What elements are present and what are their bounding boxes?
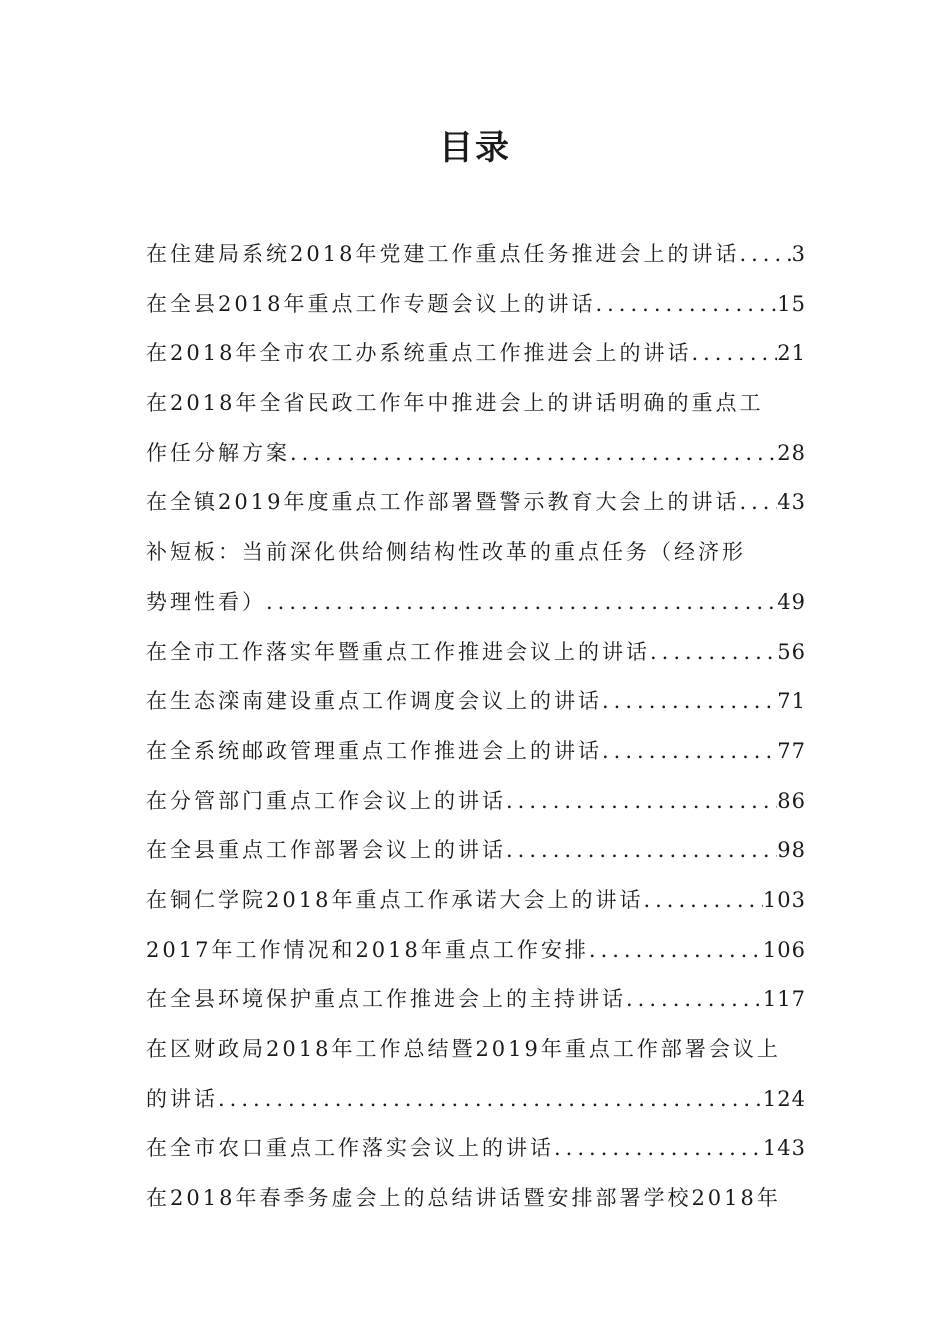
toc-entry[interactable] bbox=[146, 628, 806, 678]
toc-leader-dots bbox=[739, 230, 791, 280]
toc-leader-dots bbox=[589, 926, 763, 976]
toc-entry-title: 的讲话 bbox=[146, 1086, 218, 1111]
toc-page-number: 56 bbox=[777, 639, 806, 664]
toc-entry[interactable] bbox=[146, 926, 806, 976]
toc-leader-dots bbox=[602, 677, 777, 727]
toc-page-number: 3 bbox=[791, 242, 806, 266]
toc-leader-dots bbox=[626, 975, 763, 1025]
toc-entry[interactable] bbox=[146, 1124, 806, 1174]
toc-page-number: 103 bbox=[762, 887, 806, 912]
toc-page-number: 43 bbox=[777, 490, 806, 515]
toc-page-number: 86 bbox=[777, 788, 806, 813]
toc-entry[interactable] bbox=[146, 876, 806, 926]
toc-leader-dots bbox=[739, 478, 777, 528]
toc-entry[interactable] bbox=[146, 727, 806, 777]
toc-page-number: 106 bbox=[762, 937, 806, 962]
toc-entry[interactable] bbox=[146, 478, 806, 528]
toc-leader-dots bbox=[554, 1124, 763, 1174]
toc-leader-dots bbox=[643, 876, 762, 926]
toc-entry[interactable] bbox=[146, 975, 806, 1025]
toc-entry[interactable] bbox=[146, 329, 806, 379]
toc-entry-partial: 在2018年春季务虚会上的总结讲话暨安排部署学校2018年 bbox=[146, 1186, 781, 1211]
toc-entry-title: 在生态滦南建设重点工作调度会议上的讲话 bbox=[146, 689, 602, 714]
toc-page-number: 117 bbox=[762, 987, 806, 1012]
toc-entry[interactable] bbox=[146, 1075, 806, 1125]
toc-leader-dots bbox=[650, 628, 777, 678]
toc-leader-dots bbox=[595, 280, 777, 330]
toc-entry-title: 在分管部门重点工作会议上的讲话 bbox=[146, 788, 506, 813]
toc-entry[interactable] bbox=[146, 280, 806, 330]
toc-entry[interactable] bbox=[146, 677, 806, 727]
toc-leader-dots bbox=[218, 1075, 763, 1125]
toc-leader-dots bbox=[290, 429, 777, 479]
toc-leader-dots bbox=[266, 578, 777, 628]
toc-leader-dots bbox=[506, 777, 777, 827]
toc-entry[interactable] bbox=[146, 826, 806, 876]
toc-entry-title: 在全系统邮政管理重点工作推进会上的讲话 bbox=[146, 738, 602, 763]
table-of-contents bbox=[146, 230, 806, 1224]
toc-page-number: 28 bbox=[777, 440, 806, 465]
toc-entry-title: 在全县2018年重点工作专题会议上的讲话 bbox=[146, 291, 596, 316]
toc-entry-title: 2017年工作情况和2018年重点工作安排 bbox=[146, 937, 589, 962]
toc-page-number: 98 bbox=[777, 838, 806, 863]
page-title: 目录 bbox=[439, 128, 511, 168]
toc-entry-title: 作任分解方案 bbox=[146, 440, 290, 465]
toc-leader-dots bbox=[691, 329, 777, 379]
toc-entry-title: 在全县环境保护重点工作推进会上的主持讲话 bbox=[146, 987, 626, 1012]
toc-entry[interactable] bbox=[146, 578, 806, 628]
toc-entry-title: 势理性看） bbox=[146, 589, 266, 614]
toc-entry-title: 在住建局系统2018年党建工作重点任务推进会上的讲话 bbox=[146, 242, 740, 266]
toc-entry[interactable] bbox=[146, 777, 806, 827]
toc-entry-first-line: 补短板：当前深化供给侧结构性改革的重点任务（经济形 bbox=[146, 540, 746, 565]
toc-entry-title: 在2018年全市农工办系统重点工作推进会上的讲话 bbox=[146, 341, 692, 366]
toc-leader-dots bbox=[602, 727, 777, 777]
toc-entry[interactable] bbox=[146, 429, 806, 479]
toc-entry-first-line: 在区财政局2018年工作总结暨2019年重点工作部署会议上 bbox=[146, 1037, 781, 1061]
toc-page-number: 143 bbox=[762, 1136, 806, 1161]
toc-page-number: 21 bbox=[777, 341, 806, 366]
toc-page-number: 71 bbox=[777, 689, 806, 714]
toc-page-number: 15 bbox=[777, 291, 806, 316]
toc-entry-title: 在全市工作落实年暨重点工作推进会议上的讲话 bbox=[146, 639, 650, 664]
toc-page-number: 49 bbox=[777, 589, 806, 614]
toc-page-number: 77 bbox=[777, 738, 806, 763]
toc-entry-title: 在全镇2019年度重点工作部署暨警示教育大会上的讲话 bbox=[146, 490, 740, 515]
toc-leader-dots bbox=[506, 826, 777, 876]
toc-entry-title: 在铜仁学院2018年重点工作承诺大会上的讲话 bbox=[146, 887, 644, 912]
toc-page-number: 124 bbox=[762, 1086, 806, 1111]
toc-entry-title: 在全县重点工作部署会议上的讲话 bbox=[146, 838, 506, 863]
toc-entry-title: 在全市农口重点工作落实会议上的讲话 bbox=[146, 1136, 554, 1161]
toc-entry-first-line: 在2018年全省民政工作年中推进会上的讲话明确的重点工 bbox=[146, 391, 764, 416]
toc-entry[interactable] bbox=[146, 230, 806, 280]
